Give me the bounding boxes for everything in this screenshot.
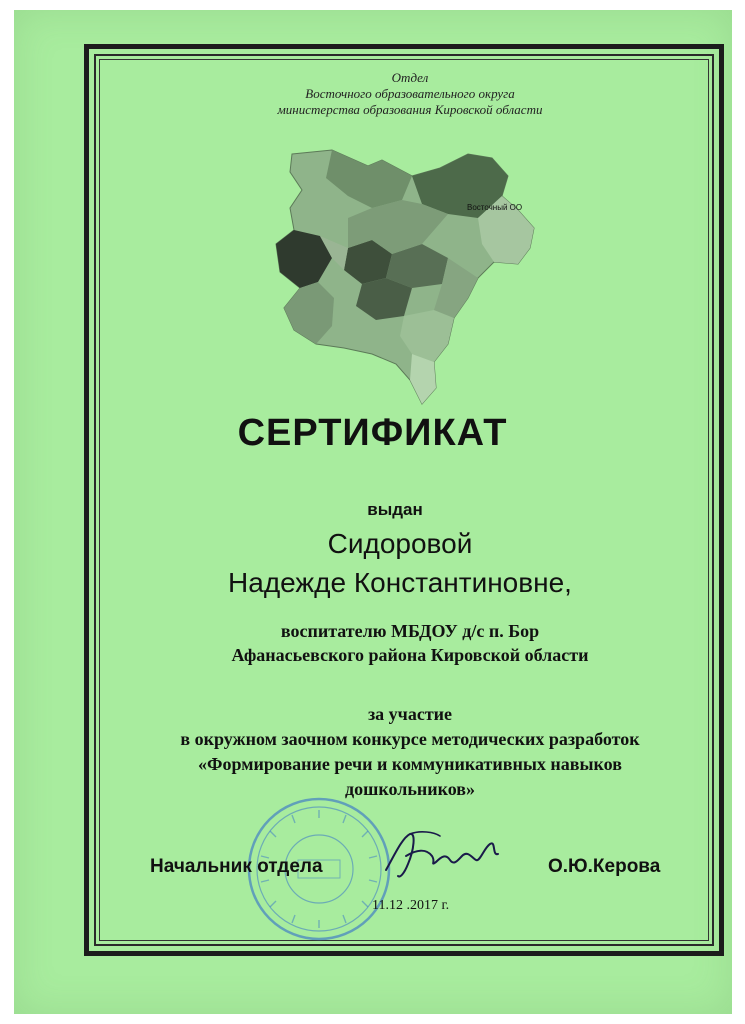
certificate-title: СЕРТИФИКАТ: [237, 412, 508, 454]
issuer-line-3: министерства образования Кировской области: [277, 102, 543, 117]
issuer-line-2: Восточного образовательного округа: [305, 86, 515, 101]
kirov-region-map-icon: [272, 148, 550, 410]
issue-date: 11.12 .2017 г.: [372, 898, 450, 913]
award-reason-line-1: за участие: [367, 704, 453, 724]
award-reason-line-2: в окружном заочном конкурсе методических разработок: [180, 729, 640, 749]
department-head-title: Начальник отдела: [150, 856, 323, 877]
recipient-position-line-1: воспитателю МБДОУ д/с п. Бор: [280, 621, 540, 641]
recipient-position-line-2: Афанасьевского района Кировской области: [231, 645, 589, 665]
award-reason-line-4: дошкольников»: [345, 779, 475, 799]
award-reason-line-3: «Формирование речи и коммуникативных навыков: [198, 754, 622, 774]
issuer-line-1: Отдел: [391, 70, 429, 85]
map-district-far-south: [410, 354, 436, 404]
issuer-header: [200, 70, 620, 118]
department-head-name: О.Ю.Керова: [548, 856, 661, 877]
recipient-surname: Сидоровой: [327, 528, 473, 559]
map-region-label: Восточный ОО: [467, 203, 523, 212]
issued-to-label: выдан: [367, 500, 423, 519]
handwritten-signature-icon: [380, 826, 506, 882]
recipient-given-names: Надежде Константиновне,: [228, 567, 572, 598]
